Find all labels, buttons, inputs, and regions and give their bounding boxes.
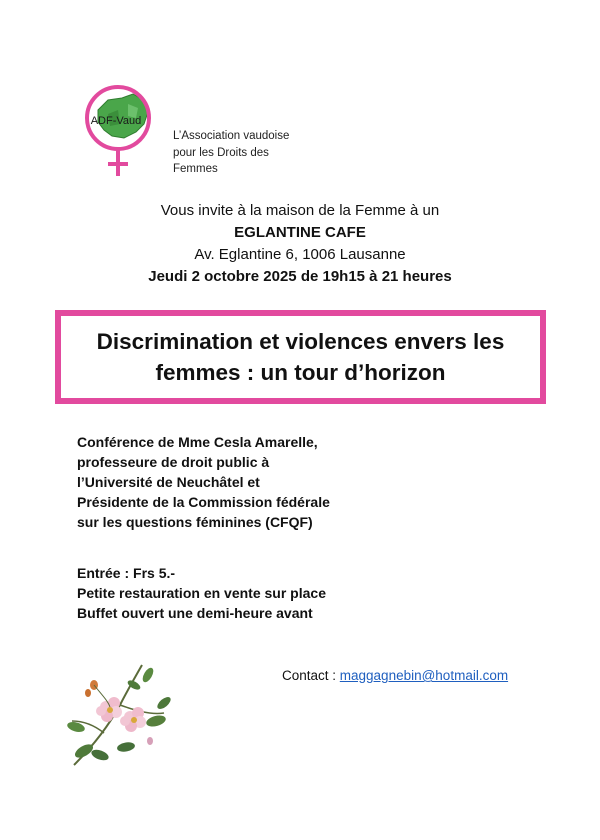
conference-line: l’Université de Neuchâtel et [77,474,260,490]
eglantine-flower-illustration [64,655,176,773]
contact-line [282,668,508,683]
event-address: Av. Eglantine 6, 1006 Lausanne [194,246,406,263]
conference-line: Conférence de Mme Cesla Amarelle, [77,434,318,450]
conference-line: professeure de droit public à [77,454,270,470]
contact-email-link[interactable]: maggagnebin@hotmail.com [339,668,509,683]
event-title [97,326,505,388]
buffet-info: Buffet ouvert une demi-heure avant [77,605,313,621]
association-line: Femmes [173,163,218,175]
association-line: L’Association vaudoise [173,130,290,142]
adf-vaud-logo [78,80,168,180]
conference-line: Présidente de la Commission fédérale [77,494,330,510]
catering-info: Petite restauration en vente sur place [77,585,326,601]
invite-line: Vous invite à la maison de la Femme à un [160,202,440,219]
event-date: Jeudi 2 octobre 2025 de 19h15 à 21 heures [148,268,452,285]
conference-info [77,432,330,532]
association-name [173,128,289,178]
title-line: femmes : un tour d’horizon [155,360,446,385]
association-line: pour les Droits des [173,146,269,159]
title-line: Discrimination et violences envers les [96,329,505,354]
logo-text: ADF-Vaud [90,115,142,127]
event-details [77,563,326,623]
invitation-block [0,200,600,288]
conference-line: sur les questions féminines (CFQF) [77,514,313,530]
entry-fee: Entrée : Frs 5.- [77,565,176,581]
event-name: EGLANTINE CAFE [234,224,366,241]
title-box [55,310,546,404]
contact-label: Contact : [282,668,340,683]
